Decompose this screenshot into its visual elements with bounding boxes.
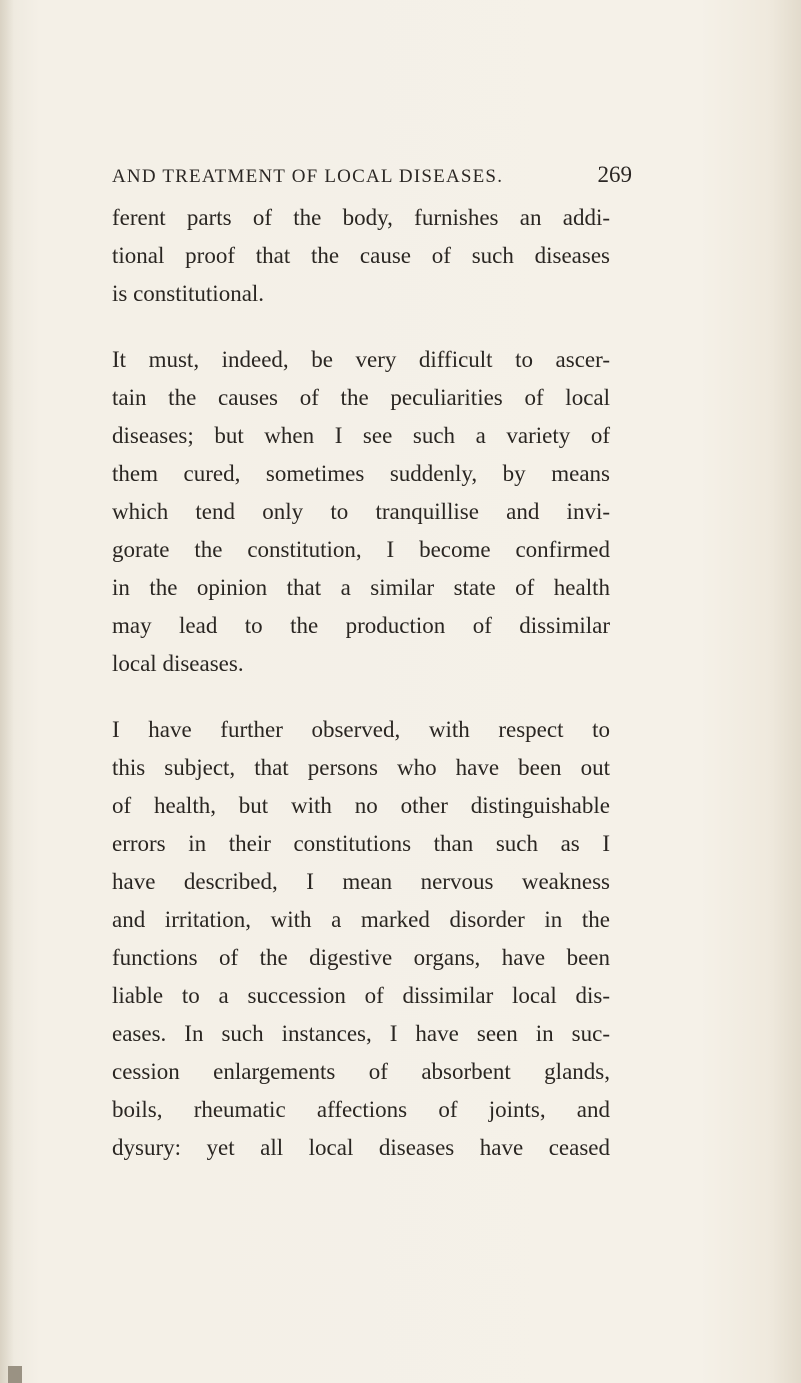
page-corner-mark	[8, 1366, 22, 1383]
page-number: 269	[597, 162, 632, 187]
paragraph-2	[112, 341, 612, 683]
paragraph-1	[112, 199, 612, 313]
text-line: functions of the digestive organs, have been	[112, 945, 610, 970]
text-line: errors in their constitutions than such as I	[112, 831, 610, 856]
text-line: and irritation, with a marked disorder in the	[112, 907, 610, 932]
paragraph-3	[112, 711, 612, 1167]
text-line: this subject, that persons who have been out	[112, 755, 610, 780]
body-text	[112, 199, 612, 1195]
text-line: ferent parts of the body, furnishes an addi-	[112, 205, 610, 230]
text-line: tain the causes of the peculiarities of local	[112, 385, 610, 410]
text-line: It must, indeed, be very difficult to ascer-	[112, 347, 610, 372]
page-gutter-shadow	[0, 0, 14, 1383]
text-line: in the opinion that a similar state of health	[112, 575, 610, 600]
text-line: have described, I mean nervous weakness	[112, 869, 610, 894]
text-line: which tend only to tranquillise and invi-	[112, 499, 610, 524]
text-line: gorate the constitution, I become confirmed	[112, 537, 610, 562]
text-line: is constitutional.	[112, 281, 265, 306]
text-line: boils, rheumatic affections of joints, and	[112, 1097, 610, 1122]
text-line: local diseases.	[112, 651, 244, 676]
text-line: eases. In such instances, I have seen in suc-	[112, 1021, 610, 1046]
text-line: liable to a succession of dissimilar local dis-	[112, 983, 610, 1008]
text-line: cession enlargements of absorbent glands,	[112, 1059, 610, 1084]
text-line: dysury: yet all local diseases have ceased	[112, 1135, 610, 1160]
text-line: may lead to the production of dissimilar	[112, 613, 610, 638]
text-line: of health, but with no other distinguishable	[112, 793, 610, 818]
running-header	[112, 162, 632, 196]
text-line: I have further observed, with respect to	[112, 717, 610, 742]
text-line: them cured, sometimes suddenly, by means	[112, 461, 610, 486]
text-line: diseases; but when I see such a variety of	[112, 423, 610, 448]
running-title: AND TREATMENT OF LOCAL DISEASES.	[112, 166, 504, 187]
text-line: tional proof that the cause of such diseases	[112, 243, 610, 268]
